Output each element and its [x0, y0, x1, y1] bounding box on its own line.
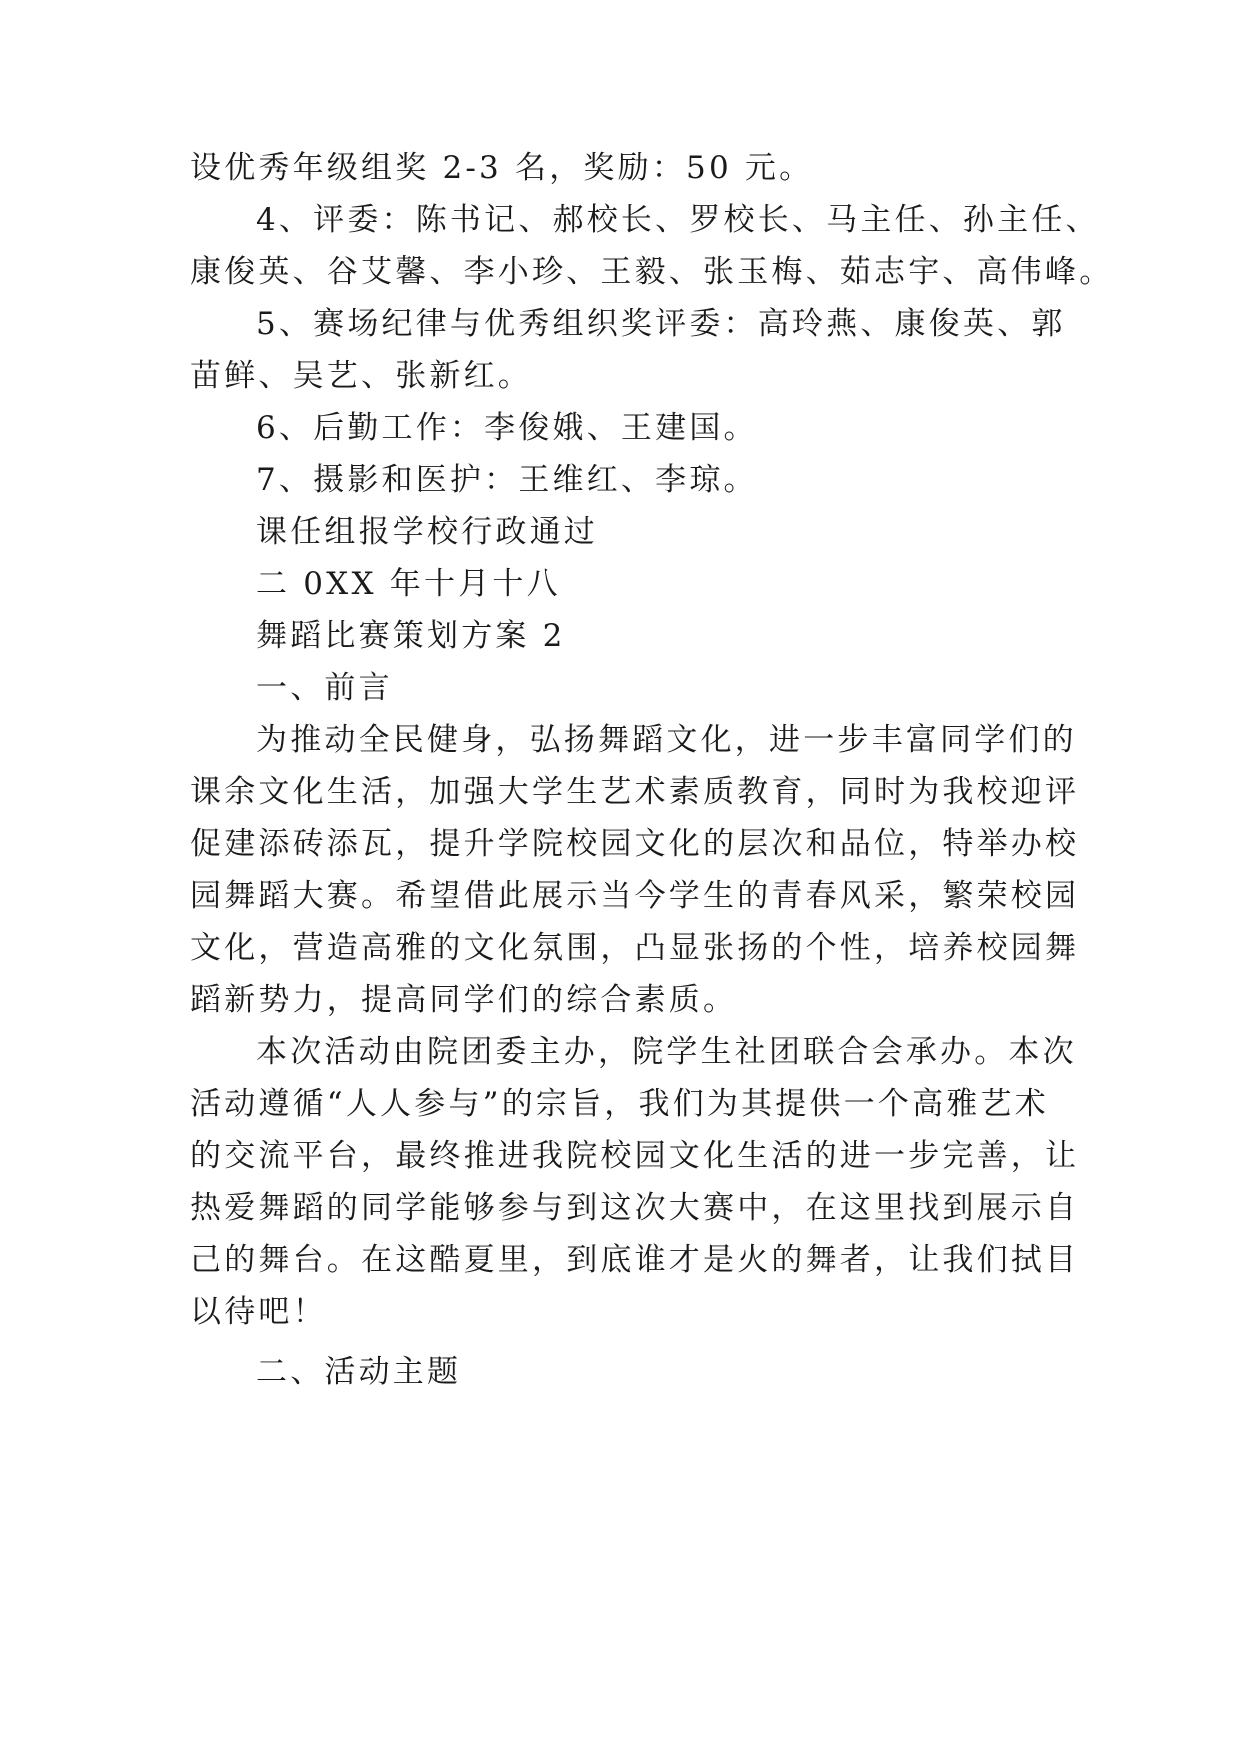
text-line: 设优秀年级组奖 2-3 名，奖励：50 元。 — [190, 150, 814, 186]
text-line: 的交流平台，最终推进我院校园文化生活的进一步完善，让 — [190, 1138, 1080, 1174]
text-line: 园舞蹈大赛。希望借此展示当今学生的青春风采，繁荣校园 — [190, 878, 1080, 914]
text-line: 课余文化生活，加强大学生艺术素质教育，同时为我校迎评 — [190, 774, 1080, 810]
section-heading: 一、前言 — [256, 670, 393, 706]
text-line: 为推动全民健身，弘扬舞蹈文化，进一步丰富同学们的 — [256, 722, 1077, 758]
text-line: 苗鲜、吴艺、张新红。 — [190, 358, 532, 394]
text-line: 7、摄影和医护：王维红、李琼。 — [256, 462, 758, 498]
text-line: 4、评委：陈书记、郝校长、罗校长、马主任、孙主任、 — [256, 202, 1100, 238]
text-line: 热爱舞蹈的同学能够参与到这次大赛中，在这里找到展示自 — [190, 1190, 1080, 1226]
text-line: 己的舞台。在这酷夏里，到底谁才是火的舞者，让我们拭目 — [190, 1242, 1080, 1278]
text-line: 课任组报学校行政通过 — [256, 514, 598, 550]
section-title: 舞蹈比赛策划方案 2 — [256, 618, 566, 654]
date-line: 二 0XX 年十月十八 — [256, 566, 561, 602]
section-heading: 二、活动主题 — [256, 1354, 462, 1390]
text-line: 活动遵循“人人参与”的宗旨，我们为其提供一个高雅艺术 — [190, 1086, 1049, 1122]
text-line: 本次活动由院团委主办，院学生社团联合会承办。本次 — [256, 1034, 1077, 1070]
text-line: 6、后勤工作：李俊娥、王建国。 — [256, 410, 758, 446]
text-line: 蹈新势力，提高同学们的综合素质。 — [190, 982, 738, 1018]
text-line: 文化，营造高雅的文化氛围，凸显张扬的个性，培养校园舞 — [190, 930, 1080, 966]
text-line: 康俊英、谷艾馨、李小珍、王毅、张玉梅、茹志宇、高伟峰。 — [190, 254, 1114, 290]
text-line: 以待吧！ — [190, 1294, 327, 1330]
text-line: 5、赛场纪律与优秀组织奖评委：高玲燕、康俊英、郭 — [256, 306, 1066, 342]
text-line: 促建添砖添瓦，提升学院校园文化的层次和品位，特举办校 — [190, 826, 1080, 862]
